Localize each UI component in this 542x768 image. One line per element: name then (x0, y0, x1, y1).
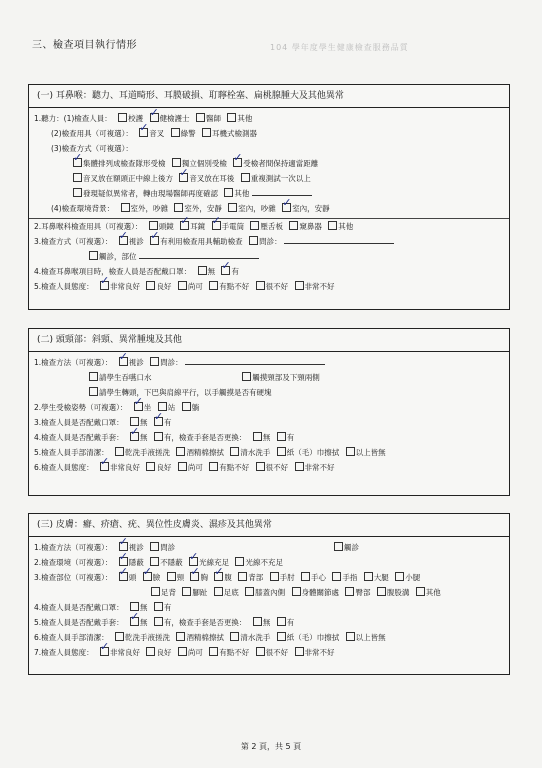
head-attitude-label: 6.檢查人員態度： (34, 463, 94, 472)
skin-title: (三) 皮膚：癬、疥瘡、疣、異位性皮膚炎、濕疹及其他異常 (29, 514, 509, 537)
option-label: 酒精棉擦拭 (186, 633, 224, 642)
checkbox[interactable] (209, 647, 218, 656)
ent-title: (一) 耳鼻喉：聽力、耳道畸形、耳膜破損、耵聹栓塞、扁桃腺腫大及其他異常 (29, 85, 509, 108)
option-label: 紙（毛）巾擦拭 (286, 448, 340, 457)
ent-row-attitude (29, 279, 509, 294)
option-label: 清水洗手 (240, 633, 271, 642)
option-label: 視診 (128, 543, 144, 552)
head-hands-label: 5.檢查人員手部清潔： (34, 448, 109, 457)
option-label: 紙（毛）巾擦拭 (286, 633, 340, 642)
checkbox[interactable] (176, 632, 185, 641)
checkbox[interactable] (198, 266, 207, 275)
skin-row-environment (29, 555, 509, 570)
ent-row-environment (29, 201, 509, 216)
checkbox[interactable] (295, 647, 304, 656)
ent-mask-label: 4.檢查耳鼻喉項目時，檢查人員是否配戴口罩： (34, 267, 192, 276)
option-label: 非常不好 (304, 463, 335, 472)
option-label: 手心 (311, 573, 327, 582)
skin-row-parts-b (29, 585, 509, 600)
skin-row-method (29, 540, 509, 555)
option-label: 非常不好 (304, 282, 335, 291)
ent-examiner-label: 1.聽力：(1)檢查人員： (34, 114, 112, 123)
option-label: 以上皆無 (355, 633, 386, 642)
option-label: 乾洗手液搓洗 (125, 448, 171, 457)
option-label: 重複測試一次以上 (250, 174, 311, 183)
palpation-blank[interactable] (139, 249, 259, 259)
checkbox[interactable] (292, 587, 301, 596)
checkbox[interactable] (202, 128, 211, 137)
checkbox[interactable] (174, 203, 183, 212)
option-label: 足底 (223, 588, 239, 597)
checkbox[interactable] (346, 632, 355, 641)
checkbox-checked[interactable] (119, 572, 128, 581)
checkbox[interactable] (154, 432, 163, 441)
option-label: 有，檢查手套是否更換： (163, 433, 247, 442)
option-label: 醫師 (205, 114, 221, 123)
checkbox[interactable] (416, 587, 425, 596)
option-label: 問診： (160, 358, 183, 367)
ent-section (28, 84, 510, 310)
option-label: 其他 (237, 114, 253, 123)
page-footer: 第 2 頁，共 5 頁 (240, 742, 302, 751)
option-label: 其他 (338, 222, 354, 231)
checkbox-checked[interactable] (73, 158, 82, 167)
ent-row-method-c (29, 186, 509, 201)
ent-row-tools (29, 126, 509, 141)
option-label: 尚可 (187, 282, 203, 291)
checkbox-checked[interactable] (233, 158, 242, 167)
option-label: 站 (167, 403, 176, 412)
skin-mask-label: 4.檢查人員是否配戴口罩： (34, 603, 124, 612)
option-label: 尚可 (187, 648, 203, 657)
option-label: 頸 (176, 573, 185, 582)
ent-row-approach (29, 234, 509, 249)
checkbox[interactable] (171, 128, 180, 137)
option-label: 健檢護士 (159, 114, 190, 123)
section-heading: 三、檢查項目執行情形 (32, 40, 137, 51)
checkbox-checked[interactable] (154, 417, 163, 426)
checkbox-checked[interactable] (143, 572, 152, 581)
checkbox[interactable] (270, 572, 279, 581)
option-label: 集體排列成檢查隊形受檢 (83, 159, 166, 168)
checkbox[interactable] (256, 647, 265, 656)
skin-hands-label: 6.檢查人員手部清潔： (34, 633, 109, 642)
option-label: 頭鏡 (158, 222, 174, 231)
ent-row-examiner (29, 111, 509, 126)
head-method-label: 1.檢查方法（可複選）： (34, 358, 113, 367)
checkbox-checked[interactable] (130, 617, 139, 626)
checkbox[interactable] (146, 462, 155, 471)
option-label: 有 (286, 618, 295, 627)
option-label: 手電筒 (221, 222, 245, 231)
option-label: 良好 (156, 463, 172, 472)
checkbox-checked[interactable] (134, 402, 143, 411)
option-label: 耳鏡 (190, 222, 206, 231)
option-label: 腹 (224, 573, 232, 582)
checkbox-checked[interactable] (150, 236, 159, 245)
head-row-method-c (29, 385, 509, 400)
skin-attitude-label: 7.檢查人員態度： (34, 648, 94, 657)
checkbox[interactable] (176, 447, 185, 456)
option-label: 無 (262, 618, 271, 627)
checkbox[interactable] (89, 387, 98, 396)
checkbox[interactable] (256, 462, 265, 471)
option-label: 其他 (234, 189, 250, 198)
option-label: 有 (231, 267, 239, 276)
ent-row-palpation (29, 249, 509, 264)
option-label: 膝蓋內側 (255, 588, 286, 597)
checkbox[interactable] (230, 447, 239, 456)
skin-row-parts (29, 570, 509, 585)
checkbox[interactable] (214, 587, 223, 596)
checkbox[interactable] (377, 587, 386, 596)
option-label: 有，檢查手套是否更換： (163, 618, 247, 627)
head-neck-section (28, 328, 510, 496)
option-label: 非常良好 (110, 463, 141, 472)
checkbox[interactable] (196, 113, 205, 122)
skin-section (28, 513, 510, 675)
option-label: 腹股溝 (386, 588, 410, 597)
checkbox[interactable] (364, 572, 373, 581)
checkbox-checked[interactable] (282, 203, 291, 212)
option-label: 清水洗手 (240, 448, 271, 457)
option-label: 無 (140, 618, 148, 627)
option-label: 尚可 (187, 463, 203, 472)
option-label: 視診 (128, 237, 144, 246)
checkbox[interactable] (301, 572, 310, 581)
option-label: 室內，吵雜 (238, 204, 276, 213)
option-label: 足背 (161, 588, 176, 597)
checkbox[interactable] (277, 447, 286, 456)
checkbox[interactable] (115, 632, 124, 641)
ent-attitude-label: 5.檢查人員態度： (34, 282, 94, 291)
faded-stamp: 104 學年度學生健康檢查服務品質 (270, 43, 409, 52)
head-row-method-b (29, 370, 509, 385)
checkbox-checked[interactable] (119, 357, 128, 366)
option-label: 非常良好 (110, 648, 141, 657)
checkbox[interactable] (242, 372, 251, 381)
checkbox[interactable] (154, 602, 163, 611)
option-label: 有利用檢查用具輔助檢查 (160, 237, 243, 246)
option-label: 請學生轉頭，下巴與肩線平行，以手觸摸是否有硬塊 (99, 388, 272, 397)
option-label: 無 (207, 267, 216, 276)
checkbox[interactable] (250, 221, 259, 230)
checkbox[interactable] (228, 203, 237, 212)
option-label: 問診： (259, 237, 282, 246)
option-label: 胸 (200, 573, 208, 582)
checkbox[interactable] (277, 632, 286, 641)
head-mask-label: 3.檢查人員是否配戴口罩： (34, 418, 124, 427)
checkbox-checked[interactable] (130, 432, 139, 441)
checkbox-checked[interactable] (214, 572, 223, 581)
checkbox[interactable] (150, 357, 159, 366)
option-label: 很不好 (265, 463, 289, 472)
checkbox[interactable] (245, 587, 254, 596)
checkbox[interactable] (256, 281, 265, 290)
option-label: 無 (140, 418, 148, 427)
option-label: 良好 (156, 648, 172, 657)
option-label: 音叉放在耳後 (189, 174, 235, 183)
option-label: 酒精棉擦拭 (186, 448, 224, 457)
checkbox[interactable] (295, 281, 304, 290)
option-label: 請學生吞嚥口水 (99, 373, 152, 382)
checkbox[interactable] (150, 542, 159, 551)
checkbox-checked[interactable] (150, 113, 159, 122)
ent-instruments-label: 2.耳鼻喉科檢查用具（可複選）： (34, 222, 143, 231)
checkbox[interactable] (182, 587, 191, 596)
ent-row-method-a (29, 156, 509, 171)
option-label: 耳機式檢測器 (212, 129, 258, 138)
skin-row-gloves (29, 615, 509, 630)
option-label: 有點不好 (219, 463, 250, 472)
head-title: (二) 頭頸部：斜頸、異常腫塊及其他 (29, 329, 509, 352)
checkbox[interactable] (154, 617, 163, 626)
checkbox-checked[interactable] (100, 281, 109, 290)
head-posture-label: 2.學生受檢姿勢（可複選）： (34, 403, 128, 412)
option-label: 乾洗手液搓洗 (125, 633, 171, 642)
checkbox[interactable] (345, 587, 354, 596)
checkbox[interactable] (151, 587, 160, 596)
checkbox[interactable] (146, 647, 155, 656)
option-label: 良好 (156, 282, 172, 291)
checkbox-checked[interactable] (180, 221, 189, 230)
option-label: 觸摸頸部及下頸兩側 (252, 373, 320, 382)
checkbox[interactable] (121, 203, 130, 212)
checkbox[interactable] (224, 188, 233, 197)
option-label: 窺鼻器 (299, 222, 322, 231)
checkbox[interactable] (332, 572, 341, 581)
option-label: 手肘 (279, 573, 295, 582)
option-label: 室外，吵雜 (130, 204, 169, 213)
option-label: 隱蔽 (128, 558, 144, 567)
head-row-gloves (29, 430, 509, 445)
checkbox[interactable] (230, 632, 239, 641)
option-label: 室內，安靜 (292, 204, 330, 213)
checkbox[interactable] (253, 617, 262, 626)
option-label: 問診 (160, 543, 176, 552)
ent-row-instruments (29, 219, 509, 234)
option-label: 綠警 (180, 129, 196, 138)
checkbox[interactable] (73, 173, 82, 182)
head-row-posture (29, 400, 509, 415)
checkbox-checked[interactable] (190, 572, 199, 581)
option-label: 無 (140, 433, 148, 442)
option-label: 無 (262, 433, 271, 442)
checkbox-checked[interactable] (179, 173, 188, 182)
checkbox[interactable] (146, 281, 155, 290)
option-label: 光線充足 (199, 558, 230, 567)
option-label: 躺 (191, 403, 200, 412)
option-label: 音叉 (149, 129, 165, 138)
checkbox[interactable] (209, 462, 218, 471)
option-label: 以上皆無 (355, 448, 386, 457)
checkbox-checked[interactable] (119, 236, 128, 245)
option-label: 有點不好 (219, 648, 250, 657)
checkbox[interactable] (238, 572, 247, 581)
checkbox[interactable] (167, 572, 176, 581)
option-label: 校護 (128, 114, 144, 123)
ent-tools-label: (2)檢查用具（可複選）： (51, 129, 133, 138)
option-label: 有 (163, 418, 172, 427)
checkbox[interactable] (295, 462, 304, 471)
option-label: 無 (140, 603, 148, 612)
option-label: 頭 (128, 573, 137, 582)
checkbox[interactable] (178, 462, 187, 471)
option-label: 臀部 (355, 588, 371, 597)
option-label: 臉 (152, 573, 161, 582)
checkbox-checked[interactable] (139, 128, 148, 137)
option-label: 手指 (342, 573, 358, 582)
option-label: 受檢者間保持適當距離 (243, 159, 319, 168)
inquiry-blank[interactable] (185, 355, 325, 365)
skin-environment-label: 2.檢查環境（可複選）： (34, 558, 113, 567)
option-label: 非常不好 (304, 648, 335, 657)
checkbox[interactable] (277, 617, 286, 626)
inquiry-blank[interactable] (284, 234, 394, 244)
ent-environment-label: (4)檢查環境背景： (51, 204, 115, 213)
checkbox[interactable] (235, 557, 244, 566)
checkbox[interactable] (289, 221, 298, 230)
option-label: 室外，安靜 (184, 204, 222, 213)
option-label: 獨立個別受檢 (181, 159, 227, 168)
option-label: 腳趾 (192, 588, 208, 597)
skin-method-label: 1.檢查方法（可複選）： (34, 543, 113, 552)
ent-approach-label: 3.檢查方式（可複選）： (34, 237, 113, 246)
option-label: 有 (286, 433, 295, 442)
skin-row-attitude (29, 645, 509, 660)
checkbox[interactable] (395, 572, 404, 581)
option-label: 音叉放在額頭正中線上後方 (83, 174, 173, 183)
checkbox[interactable] (328, 221, 337, 230)
checkbox[interactable] (277, 432, 286, 441)
checkbox[interactable] (253, 432, 262, 441)
checkbox[interactable] (89, 372, 98, 381)
option-label: 其他 (425, 588, 441, 597)
skin-gloves-label: 5.檢查人員是否配戴手套： (34, 618, 124, 627)
checkbox[interactable] (89, 251, 98, 260)
option-label: 大腿 (373, 573, 389, 582)
ent-row-method (29, 141, 509, 156)
head-gloves-label: 4.檢查人員是否配戴手套： (34, 433, 124, 442)
option-label: 觸診，部位 (99, 252, 137, 261)
ent-method-label: (3)檢查方式（可複選）： (51, 144, 133, 153)
option-label: 很不好 (265, 282, 289, 291)
skin-parts-label: 3.檢查部位（可複選）： (34, 573, 113, 582)
checkbox[interactable] (241, 173, 250, 182)
checkbox[interactable] (182, 402, 191, 411)
checkbox[interactable] (249, 236, 258, 245)
checkbox[interactable] (227, 113, 236, 122)
checkbox[interactable] (346, 447, 355, 456)
option-label: 小腿 (405, 573, 421, 582)
option-label: 光線不充足 (245, 558, 283, 567)
option-label: 不隱蔽 (160, 558, 183, 567)
option-label: 有點不好 (219, 282, 250, 291)
checkbox[interactable] (73, 188, 82, 197)
checkbox[interactable] (209, 281, 218, 290)
head-row-mask (29, 415, 509, 430)
checkbox[interactable] (178, 281, 187, 290)
skin-row-mask (29, 600, 509, 615)
option-label: 坐 (143, 403, 152, 412)
option-label: 壓舌板 (260, 222, 283, 231)
checkbox[interactable] (118, 113, 127, 122)
option-label: 發現疑似異常者，轉由現場醫師再度確認 (83, 189, 218, 198)
checkbox[interactable] (334, 542, 343, 551)
head-row-attitude (29, 460, 509, 475)
checkbox-checked[interactable] (100, 647, 109, 656)
checkbox[interactable] (115, 447, 124, 456)
option-label: 有 (163, 603, 172, 612)
option-label: 視診 (128, 358, 144, 367)
head-row-method (29, 355, 509, 370)
option-label: 身體關節處 (301, 588, 340, 597)
option-label: 背部 (248, 573, 264, 582)
checkbox-checked[interactable] (100, 462, 109, 471)
option-label: 觸診 (343, 543, 359, 552)
option-label: 很不好 (265, 648, 289, 657)
checkbox[interactable] (178, 647, 187, 656)
ent-row-method-b (29, 171, 509, 186)
checkbox-checked[interactable] (212, 221, 221, 230)
checkbox-checked[interactable] (221, 266, 230, 275)
option-label: 非常良好 (110, 282, 141, 291)
